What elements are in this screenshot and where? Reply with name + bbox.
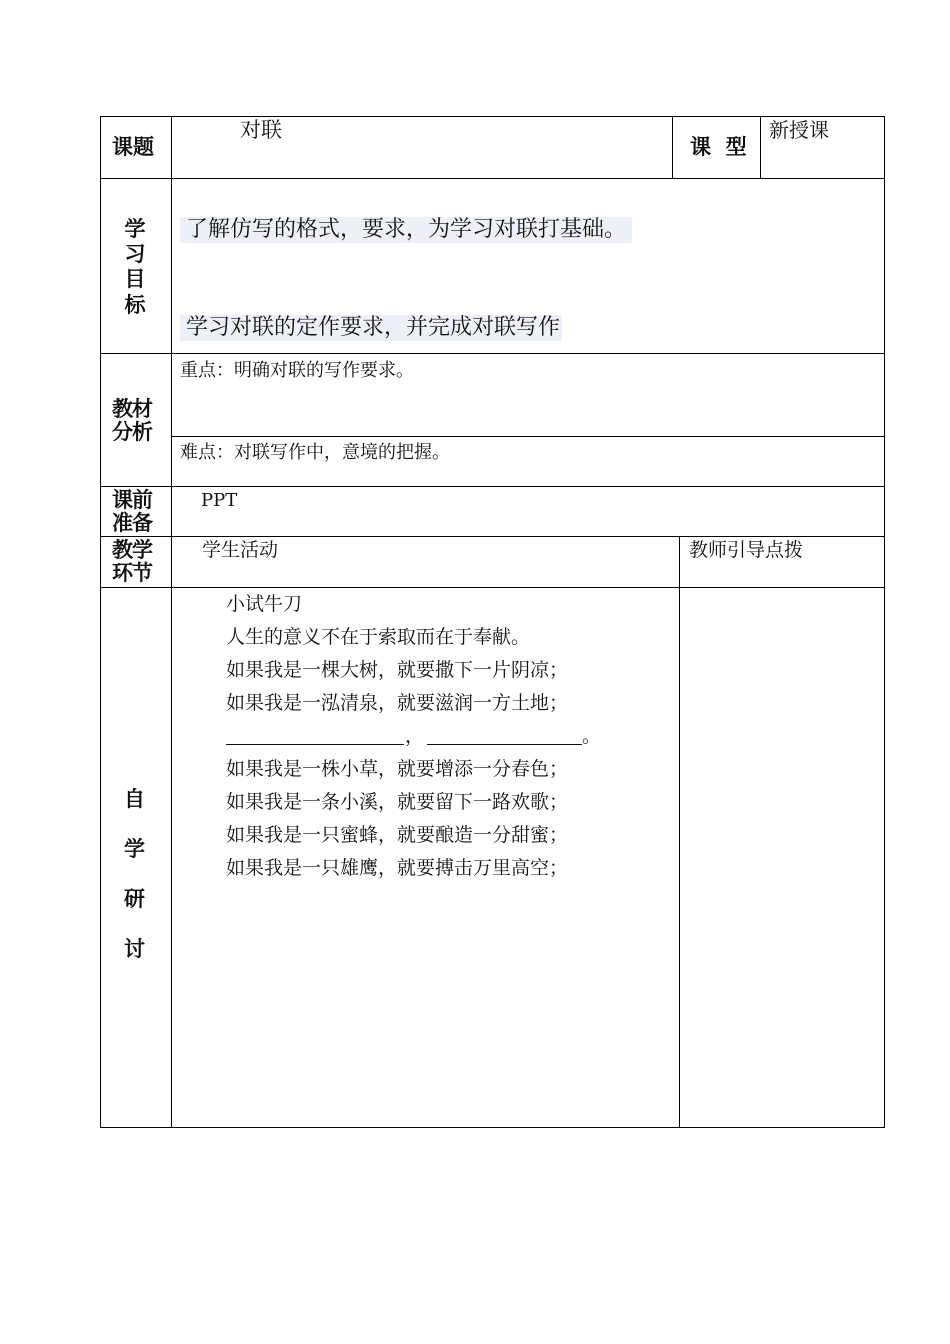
preparation-value: PPT: [201, 490, 238, 511]
column-divider: [672, 116, 673, 179]
exercise-line: 如果我是一棵大树，就要撒下一片阴凉；: [226, 659, 569, 681]
objective-item: 了解仿写的格式，要求，为学习对联打基础。: [180, 217, 632, 243]
row-divider: [100, 587, 885, 588]
topic-value: 对联: [240, 118, 282, 142]
teacher-guidance-header: 教师引导点拨: [689, 539, 804, 561]
blank-period: 。: [582, 725, 602, 747]
self-study-label-char: 研: [124, 887, 145, 911]
exercise-line: 人生的意义不在于索取而在于奉献。: [226, 626, 531, 648]
row-divider: [100, 486, 885, 487]
table-border-left: [100, 116, 101, 1128]
column-divider: [171, 116, 172, 1128]
stage-label: 教学环节: [112, 538, 152, 586]
blank-line-first: [226, 744, 404, 745]
row-divider: [171, 436, 885, 437]
blank-comma: ，: [405, 725, 425, 747]
row-divider: [100, 353, 885, 354]
row-divider: [100, 178, 885, 179]
self-study-label-char: 自: [124, 787, 145, 811]
material-label: 教材分析: [112, 397, 152, 445]
exercise-line: 如果我是一株小草，就要增添一分春色；: [226, 758, 569, 780]
preparation-label: 课前准备: [112, 488, 152, 536]
objective-item: 学习对联的定作要求，并完成对联写作: [180, 315, 562, 341]
exercise-line: 如果我是一泓清泉，就要滋润一方土地；: [226, 692, 569, 714]
self-study-label-char: 学: [124, 837, 145, 861]
topic-label: 课题: [112, 135, 154, 159]
type-value: 新授课: [769, 118, 829, 142]
column-divider: [679, 536, 680, 1128]
table-border-bottom: [100, 1127, 885, 1128]
table-border-right: [884, 116, 885, 1128]
type-label: 课 型: [690, 135, 747, 159]
table-border-top: [100, 116, 885, 117]
blank-line-second: [427, 744, 582, 745]
self-study-label-char: 讨: [124, 937, 145, 961]
row-divider: [100, 536, 885, 537]
exercise-line: 如果我是一只雄鹰，就要搏击万里高空；: [226, 857, 569, 879]
exercise-line: 如果我是一条小溪，就要留下一路欢歌；: [226, 791, 569, 813]
key-point-text: 重点：明确对联的写作要求。: [180, 360, 414, 381]
objectives-label: 学习目标: [124, 217, 146, 317]
student-activity-header: 学生活动: [202, 539, 279, 561]
exercise-title: 小试牛刀: [226, 593, 303, 615]
column-divider: [760, 116, 761, 179]
difficulty-text: 难点：对联写作中，意境的把握。: [180, 442, 450, 463]
exercise-line: 如果我是一只蜜蜂，就要酿造一分甜蜜；: [226, 824, 569, 846]
